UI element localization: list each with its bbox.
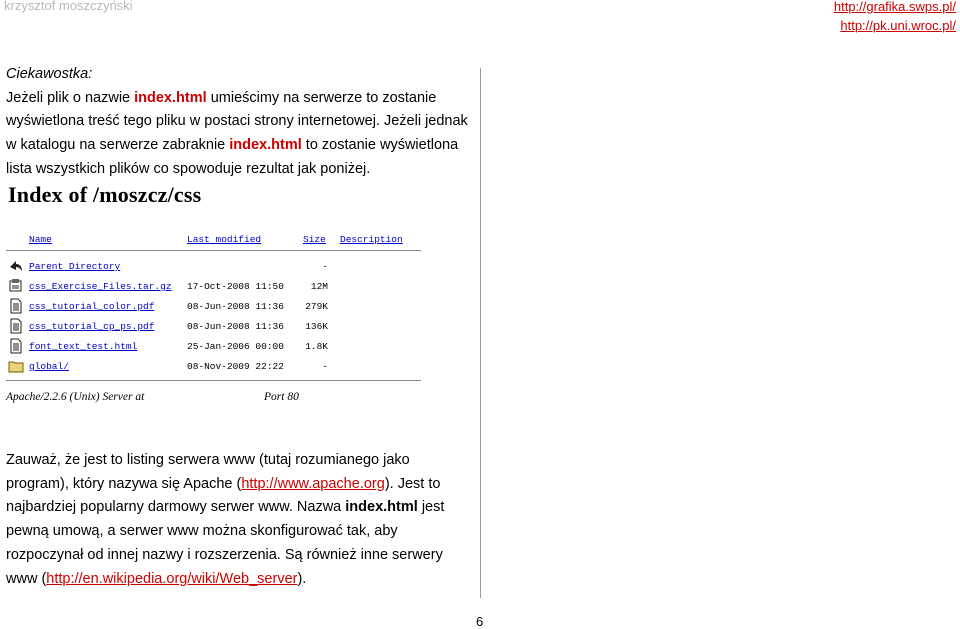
- intro-part-3: to zostanie wyświetlona lista wszystkich plików co spowoduje rezultat jak poniżej.: [6, 137, 459, 177]
- row-name[interactable]: font_text_test.html: [29, 341, 138, 352]
- row-date: 08-Jun-2008 11:36: [187, 301, 284, 312]
- file-icon: [8, 318, 22, 334]
- row-date: 25-Jan-2006 00:00: [187, 341, 284, 352]
- file-icon: [8, 338, 22, 354]
- intro-part-1: Jeżeli plik o nazwie: [6, 89, 135, 106]
- column-divider: [480, 68, 481, 598]
- row-size: 12M: [310, 281, 328, 292]
- listing-row: [6, 358, 421, 376]
- back-icon: [8, 258, 22, 274]
- outro-part-2: ). Jest to najbardziej popularny darmowy serwer www. Nazwa: [6, 475, 441, 516]
- intro-part-2: umieścimy na serwerze to zostanie wyświetlona treść tego pliku w postaci strony internetowej. Jeżeli jednak w katalogu na serwerze zabraknie: [6, 89, 468, 154]
- row-date: 08-Nov-2009 22:22: [187, 361, 284, 372]
- row-name[interactable]: css_tutorial_cp_ps.pdf: [29, 321, 155, 332]
- col-size[interactable]: Size: [303, 234, 326, 245]
- file-icon: [8, 298, 22, 314]
- row-name[interactable]: css_tutorial_color.pdf: [29, 301, 155, 312]
- intro-filename-2: index.html: [229, 137, 302, 154]
- col-description[interactable]: Description: [340, 234, 403, 245]
- row-name[interactable]: css_Exercise_Files.tar.gz: [29, 281, 172, 292]
- outro-filename: index.html: [345, 499, 418, 516]
- server-signature: Apache/2.2.6 (Unix) Server at: [6, 391, 145, 403]
- apache-link[interactable]: http://www.apache.org: [241, 475, 385, 492]
- row-name[interactable]: Parent Directory: [29, 261, 121, 272]
- row-date: 17-Oct-2008 11:50: [187, 281, 284, 292]
- header-link-pk[interactable]: http://pk.uni.wroc.pl/: [840, 18, 956, 33]
- row-size: -: [322, 261, 328, 272]
- outro-text: [6, 449, 476, 591]
- intro-filename-1: index.html: [134, 89, 207, 106]
- listing-row: [6, 338, 421, 356]
- listing-rule-bottom: [6, 380, 421, 381]
- page-number: 6: [476, 614, 484, 629]
- listing-row: [6, 318, 421, 336]
- outro-part-1: Zauważ, że jest to listing serwera www (tutaj rozumianego jako program), który nazywa się Apache (: [6, 452, 410, 492]
- row-size: 279K: [305, 301, 328, 312]
- outro-part-3: jest pewną umową, a serwer www można skonfigurować tak, aby rozpoczynał od innej nazwy i rozszerzenia. Są również inne serwery www (: [6, 499, 445, 587]
- listing-row: [6, 258, 421, 276]
- row-date: 08-Jun-2008 11:36: [187, 321, 284, 332]
- listing-row: [6, 298, 421, 316]
- col-modified[interactable]: Last modified: [187, 234, 262, 245]
- folder-icon: [8, 358, 22, 374]
- archive-icon: [8, 278, 22, 294]
- kicker: Ciekawostka:: [6, 66, 93, 82]
- listing-rule-top: [6, 250, 421, 251]
- server-port: Port 80: [264, 391, 299, 403]
- listing-header-row: [6, 234, 421, 248]
- row-size: -: [322, 361, 328, 372]
- header-link-grafika[interactable]: http://grafika.swps.pl/: [833, 0, 956, 14]
- row-size: 136K: [305, 321, 328, 332]
- listing-title: Index of /moszcz/css: [8, 182, 202, 207]
- col-name[interactable]: Name: [29, 234, 52, 245]
- apache-listing-screenshot: [6, 180, 426, 410]
- wikipedia-link[interactable]: http://en.wikipedia.org/wiki/Web_server: [46, 570, 298, 587]
- author-name: krzysztof moszczyński: [4, 0, 133, 13]
- row-size: 1.8K: [305, 341, 328, 352]
- listing-row: [6, 278, 421, 296]
- row-name[interactable]: global/: [29, 361, 69, 372]
- intro-text: [6, 63, 476, 182]
- outro-part-4: ).: [297, 570, 307, 587]
